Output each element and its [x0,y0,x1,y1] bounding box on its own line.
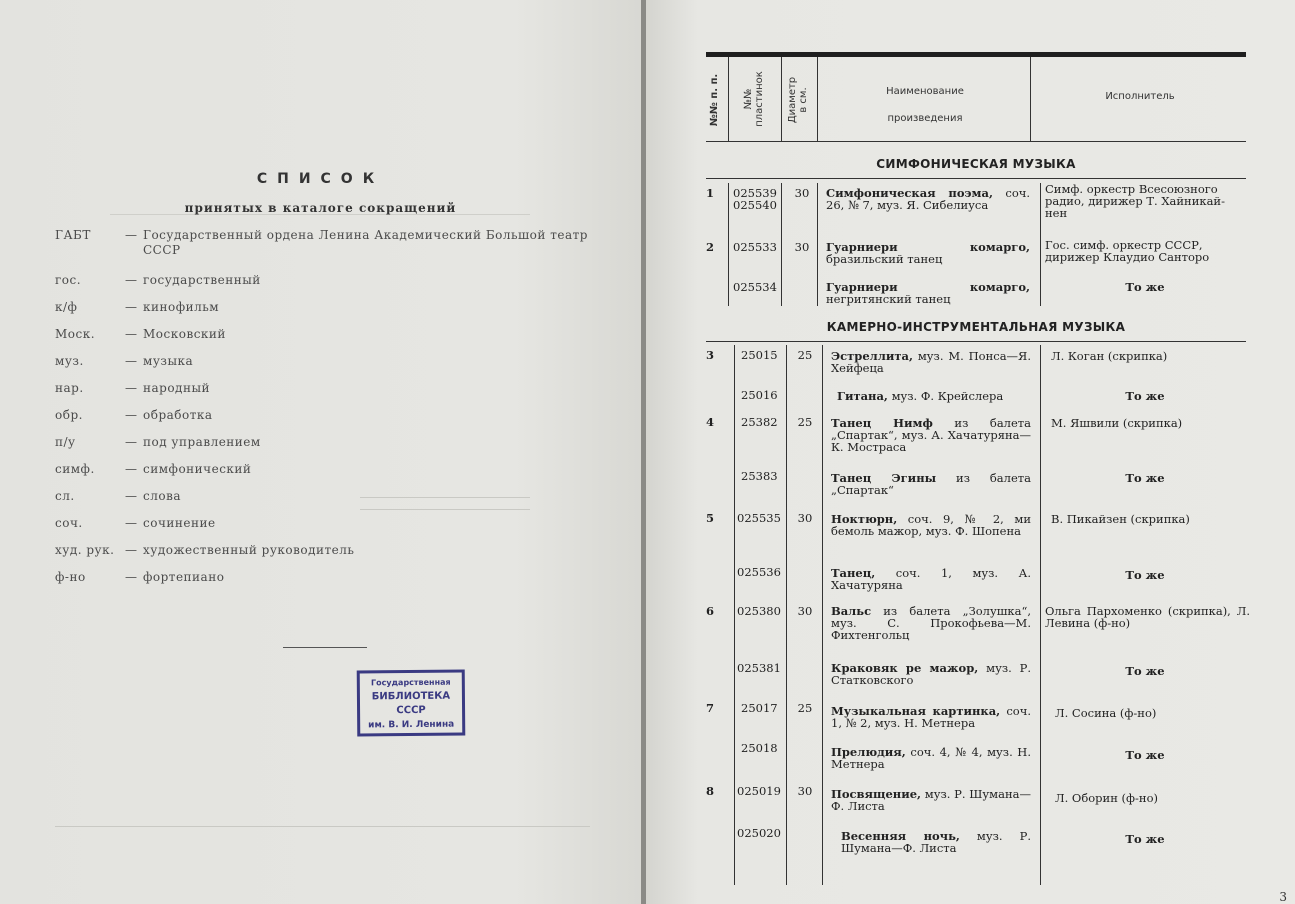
record-number: 025380 [737,604,781,618]
work-title [831,417,1031,453]
performer-same: То же [1125,748,1165,762]
performer: Л. Коган (скрипка) [1051,349,1168,363]
column-divider [1030,57,1031,142]
diameter: 25 [797,348,813,362]
work-title [831,350,1031,374]
abbreviation-row [55,381,595,408]
work-title-rest: муз. Р. Шумана—Ф. Листа [841,829,1032,855]
abbreviation-dash: — [125,228,138,242]
work-title-bold: Эстреллита, [831,349,913,363]
item-number: 7 [705,701,714,715]
diameter: 25 [797,701,813,715]
performer: М. Яшвили (скрипка) [1051,416,1183,430]
abbreviation-term: Моск. [55,327,96,341]
work-title [831,746,1031,770]
abbreviation-dash: — [125,543,138,557]
work-title [831,705,1031,729]
abbreviation-term: нар. [55,381,84,395]
record-number: 25016 [741,388,778,402]
abbreviation-row [55,435,595,462]
header-records: №№ пластинок [743,71,765,127]
stamp-line: им. В. И. Ленина [368,719,455,731]
record-number: 25018 [741,741,778,755]
record-number: 025539 [733,186,777,200]
abbreviation-row [55,462,595,489]
abbreviation-definition: слова [143,489,181,503]
abbreviation-definition: художественный руководитель [143,543,355,557]
abbreviation-row [55,354,595,381]
work-title [831,662,1031,686]
record-number: 025020 [737,826,781,840]
diameter: 30 [794,240,810,254]
work-title-bold: Посвящение, [831,787,922,801]
performer-same: То же [1125,280,1165,294]
record-number: 025533 [733,240,777,254]
record-number: 025381 [737,661,781,675]
item-number: 2 [705,240,714,254]
work-title [841,830,1031,854]
abbreviation-term: сл. [55,489,75,503]
abbreviation-term: худ. рук. [55,543,115,557]
item-number: 6 [705,604,714,618]
table-top-rule [706,52,1246,57]
work-title-rest: муз. Ф. Крейслера [887,389,1004,403]
abbreviation-definition: народный [143,381,210,395]
item-number: 1 [705,186,714,200]
work-title [831,567,1031,591]
abbreviation-dash: — [125,273,138,287]
record-number: 025536 [737,565,781,579]
item-number: 8 [705,784,714,798]
performer: Л. Оборин (ф-но) [1055,791,1158,805]
work-title-bold: Гуарниери комарго, [826,280,1030,294]
work-title-rest: соч. 9, № 2, ми бемоль мажор, муз. Ф. Шопена [831,512,1031,538]
abbreviations-list [55,228,595,597]
work-title-rest: муз. М. Понса—Я. Хейфеца [831,349,1031,375]
work-title-bold: Ноктюрн, [831,512,898,526]
abbreviation-dash: — [125,435,138,449]
abbreviation-dash: — [125,516,138,530]
abbreviation-term: соч. [55,516,83,530]
abbreviation-dash: — [125,381,138,395]
work-title [837,390,1031,402]
abbreviation-term: к/ф [55,300,78,314]
work-title [831,605,1031,641]
work-title-bold: Прелюдия, [831,745,906,759]
work-title-rest: бразильский танец [826,252,943,266]
performer-same: То же [1125,471,1165,485]
work-title-rest: муз. Р. Шумана—Ф. Листа [831,787,1031,813]
abbreviation-definition: под управлением [143,435,261,449]
embossed-line [55,826,590,827]
diameter: 30 [797,511,813,525]
work-title-rest: из балета „Спартак“, муз. А. Хачатуряна—К. Мостраса [831,416,1032,454]
work-title-rest: соч. 1, муз. А. Хачатуряна [831,566,1031,592]
abbreviation-dash: — [125,354,138,368]
section-title: СИМФОНИЧЕСКАЯ МУЗЫКА [876,157,1076,171]
work-title-rest: соч. 4, № 4, муз. Н. Метнера [831,745,1031,771]
abbreviation-term: муз. [55,354,84,368]
section-rule [706,341,1246,342]
item-number: 5 [705,511,714,525]
record-number: 025534 [733,280,777,294]
work-title-rest: из балета „Спартак“ [831,471,1031,497]
abbreviations-title: СПИСОК [256,171,385,187]
abbreviation-definition: кинофильм [143,300,220,314]
work-title [831,788,1031,812]
abbreviation-row [55,543,595,570]
work-title [831,513,1031,537]
record-number: 25015 [741,348,778,362]
work-title-bold: Краковяк ре мажор, [831,661,979,675]
abbreviation-dash: — [125,327,138,341]
column-divider [781,57,782,142]
work-title-bold: Весенняя ночь, [841,829,960,843]
abbreviation-definition: сочинение [143,516,216,530]
abbreviation-row [55,570,595,597]
performer: Ольга Пархоменко (скрипка), Л. Левина (ф-но) [1045,604,1250,630]
column-divider [817,183,818,306]
work-title [826,281,1030,305]
table-header-rule [706,141,1246,142]
work-title-rest: соч. 26, № 7, муз. Я. Сибелиуса [826,186,1030,212]
abbreviation-row [55,300,595,327]
abbreviation-dash: — [125,300,138,314]
abbreviation-definition: Государственный ордена Ленина Академический Большой театр СССР [143,228,588,257]
column-divider [728,183,729,306]
abbreviation-row [55,327,595,354]
work-title [826,241,1030,265]
work-title-bold: Симфоническая поэма, [826,186,993,200]
column-divider [1040,345,1041,885]
record-number: 025535 [737,511,781,525]
record-number: 25382 [741,415,778,429]
column-divider [822,345,823,885]
diameter: 30 [797,784,813,798]
divider [283,647,367,648]
performer-same: То же [1125,389,1165,403]
work-title-bold: Гитана, [837,389,888,403]
abbreviation-term: симф. [55,462,95,476]
abbreviation-term: обр. [55,408,83,422]
work-title-rest: негритянский танец [826,292,951,306]
work-title-rest: муз. Р. Статковского [831,661,1032,687]
work-title-bold: Вальс [831,604,872,618]
column-divider [734,345,735,885]
record-number: 25017 [741,701,778,715]
abbreviation-row [55,516,595,543]
abbreviation-definition: обработка [143,408,213,422]
work-title-bold: Танец, [831,566,876,580]
abbreviation-term: ф-но [55,570,86,584]
column-divider [728,57,729,142]
abbreviation-row [55,408,595,435]
performer-same: То же [1125,664,1165,678]
abbreviation-dash: — [125,408,138,422]
abbreviations-subtitle: принятых в каталоге сокращений [184,201,457,215]
abbreviation-definition: симфонический [143,462,252,476]
performer: В. Пикайзен (скрипка) [1051,512,1190,526]
abbreviation-row [55,228,595,273]
work-title-bold: Гуарниери комарго, [826,240,1030,254]
abbreviation-definition: государственный [143,273,261,287]
header-diameter: Диаметр в см. [787,76,809,124]
performer-same: То же [1125,568,1165,582]
performer: Гос. симф. оркестр СССР, дирижер Клаудио Санторо [1045,238,1210,264]
performer: Л. Сосина (ф-но) [1055,706,1157,720]
abbreviation-definition: Московский [143,327,226,341]
work-title [831,472,1031,496]
stamp-line: БИБЛИОТЕКА [371,690,451,703]
abbreviation-term: п/у [55,435,76,449]
abbreviation-definition: музыка [143,354,194,368]
work-title-rest: из балета „Золушка“, муз. С. Прокофьева—М. Фихтенгольц [831,604,1031,642]
work-title-bold: Музыкальная картинка, [831,704,1001,718]
left-page [0,0,641,904]
work-title-bold: Танец Нимф [831,416,933,430]
diameter: 30 [794,186,810,200]
abbreviation-definition: фортепиано [143,570,225,584]
diameter: 30 [797,604,813,618]
performer-same: То же [1125,832,1165,846]
work-title-bold: Танец Эгины [831,471,937,485]
record-number: 025540 [733,198,777,212]
header-work: Наименование произведения [886,86,964,124]
performer: Симф. оркестр Всесоюзного радио, дирижер Т. Хайникай-нен [1045,182,1225,220]
library-stamp [357,670,466,737]
abbreviation-term: ГАБТ [55,228,91,242]
abbreviation-dash: — [125,570,138,584]
item-number: 3 [705,348,714,362]
abbreviation-dash: — [125,462,138,476]
page-number: 3 [1279,890,1287,904]
work-title [826,187,1030,211]
stamp-line: СССР [396,704,426,717]
header-performer: Исполнитель [1105,91,1175,102]
record-number: 25383 [741,469,778,483]
abbreviation-row [55,273,595,300]
column-divider [817,57,818,142]
record-number: 025019 [737,784,781,798]
abbreviation-term: гос. [55,273,82,287]
abbreviation-row [55,489,595,516]
abbreviation-dash: — [125,489,138,503]
work-title-rest: соч. 1, № 2, муз. Н. Метнера [831,704,1031,730]
column-divider [1040,183,1041,306]
item-number: 4 [705,415,714,429]
stamp-line: Государственная [370,677,451,688]
diameter: 25 [797,415,813,429]
section-rule [706,178,1246,179]
section-title: КАМЕРНО-ИНСТРУМЕНТАЛЬНАЯ МУЗЫКА [826,320,1126,334]
header-number: №№ п. п. [709,73,720,127]
